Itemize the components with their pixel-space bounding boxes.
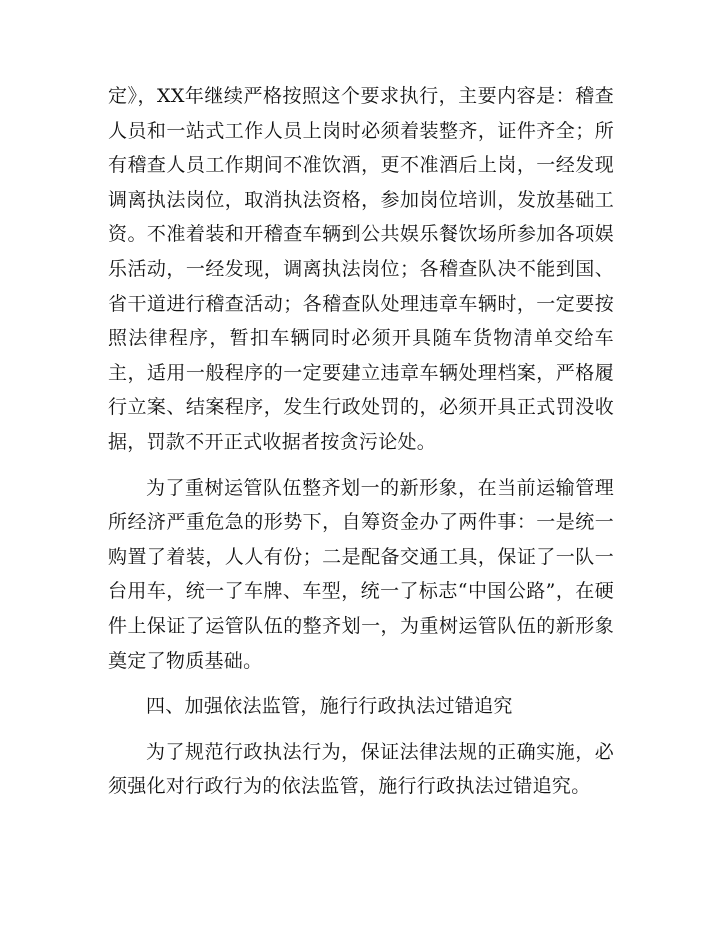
paragraph-spacer <box>108 460 614 471</box>
document-body <box>108 79 614 804</box>
paragraph-spacer <box>108 724 614 735</box>
body-paragraph-3: 为了规范行政执法行为，保证法律法规的正确实施，必须强化对行政行为的依法监管，施行行政执法过错追究。 <box>108 740 614 798</box>
section-heading: 四、加强依法监管，施行行政执法过错追究 <box>146 695 513 718</box>
body-paragraph-1: 定》，XX年继续严格按照这个要求执行，主要内容是：稽查人员和一站式工作人员上岗时必须着装整齐，证件齐全；所有稽查人员工作期间不准饮酒，更不准酒后上岗，一经发现调离执法岗位，取消执法资格，参加岗位培训，发放基础工资。不准着装和开稽查车辆到公共娱乐餐饮场所参加各项娱乐活动，一经发现，调离执法岗位；各稽查队决不能到国、省干道进行稽查活动；各稽查队处理违章车辆时，一定要按照法律程序，暂扣车辆同时必须开具随车货物清单交给车主，适用一般程序的一定要建立违章车辆处理档案，严格履行立案、结案程序，发生行政处罚的，必须开具正式罚没收据，罚款不开正式收据者按贪污论处。 <box>108 85 614 453</box>
paragraph-spacer <box>108 678 614 689</box>
body-paragraph-2: 为了重树运管队伍整齐划一的新形象，在当前运输管理所经济严重危急的形势下，自筹资金办了两件事：一是统一购置了着装，人人有份；二是配备交通工具，保证了一队一台用车，统一了车牌、车型，统一了标志“中国公路”，在硬件上保证了运管队伍的整齐划一，为重树运管队伍的新形象奠定了物质基础。 <box>108 476 614 672</box>
